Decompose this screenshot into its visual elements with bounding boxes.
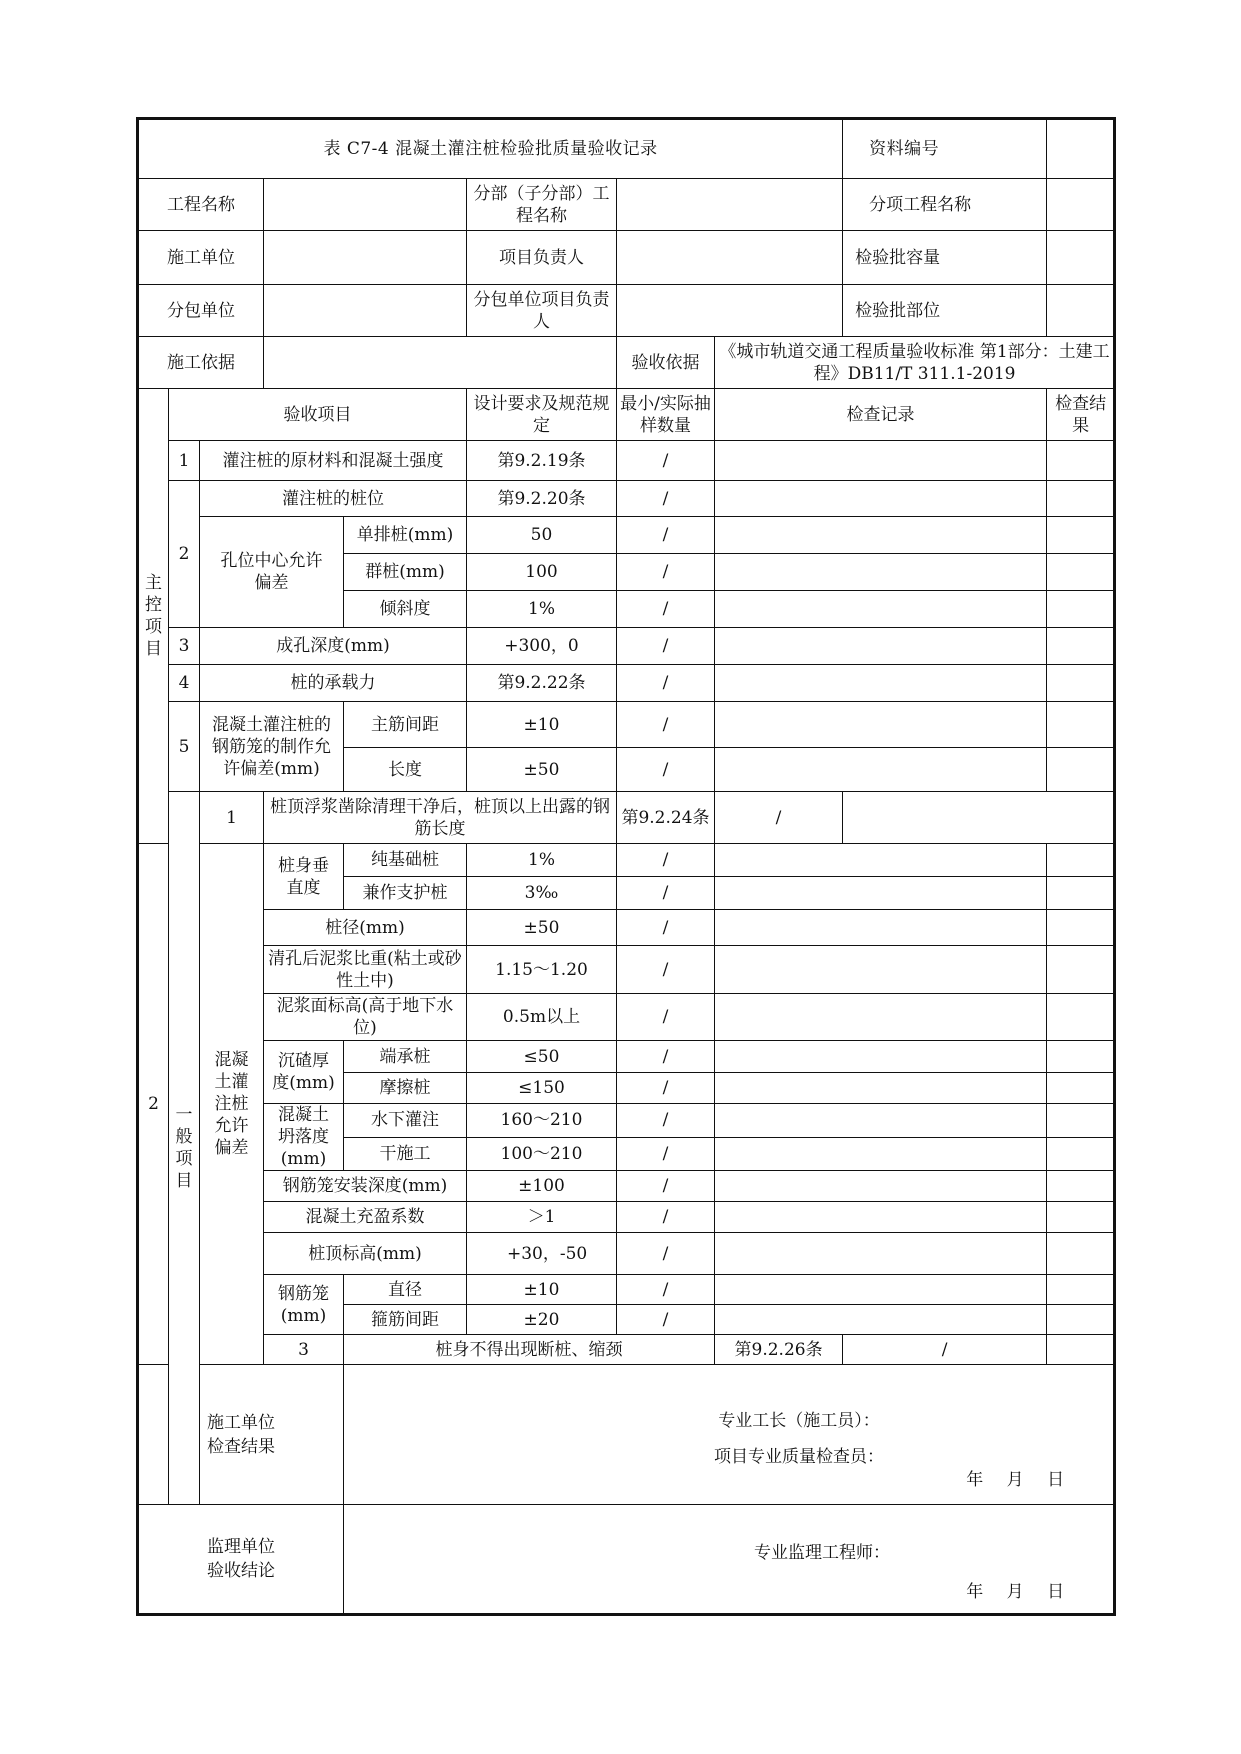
general-subitem-sample: / <box>617 1041 715 1073</box>
pile-verticality-label: 桩身垂直度 <box>264 844 344 910</box>
general-subitem-requirement: 1% <box>467 844 617 877</box>
rebar-cage-label: 钢筋笼(mm) <box>264 1275 344 1335</box>
main-item-name: 成孔深度(mm) <box>200 628 467 665</box>
main-subitem-sample: / <box>617 748 715 792</box>
general-subitem-sample: / <box>617 1233 715 1275</box>
main-subitem-result[interactable] <box>1047 517 1115 554</box>
general-subitem-sample: / <box>617 1073 715 1104</box>
general-subitem-requirement: 100～210 <box>467 1137 617 1171</box>
general-subitem-name: 钢筋笼安装深度(mm) <box>264 1171 467 1202</box>
main-item-record[interactable] <box>715 665 1047 702</box>
main-subitem-record[interactable] <box>715 591 1047 628</box>
general-subitem-result[interactable] <box>1047 1305 1115 1335</box>
general-items-label: 一般项目 <box>169 792 200 1505</box>
general-subitem-requirement: 160～210 <box>467 1104 617 1138</box>
col-item-header: 验收项目 <box>169 389 467 441</box>
general-subitem-sample: / <box>617 1137 715 1171</box>
general-subitem-name: 混凝土充盈系数 <box>264 1202 467 1233</box>
general-subitem-name: 干施工 <box>344 1137 467 1171</box>
general-subitem-record[interactable] <box>715 1137 1047 1171</box>
general-subitem-record[interactable] <box>715 1073 1047 1104</box>
subitem-name-field[interactable] <box>1047 179 1115 231</box>
general-item-record[interactable] <box>1047 1335 1115 1365</box>
general-subitem-result[interactable] <box>1047 1041 1115 1073</box>
main-item-record[interactable] <box>715 481 1047 517</box>
subitem-name-label: 分项工程名称 <box>843 179 1047 231</box>
main-subitem-requirement: ±50 <box>467 748 617 792</box>
acceptance-basis-label: 验收依据 <box>617 337 715 389</box>
cage-fabrication-deviation-label: 混凝土灌注桩的钢筋笼的制作允许偏差(mm) <box>200 702 344 792</box>
contractor-signature-lines <box>714 1403 884 1475</box>
main-item-result[interactable] <box>1047 481 1115 517</box>
construction-unit-label: 施工单位 <box>138 231 264 285</box>
general-subitem-requirement: ±20 <box>467 1305 617 1335</box>
general-subitem-sample: / <box>617 1275 715 1305</box>
main-item-no: 5 <box>169 702 200 792</box>
general-subitem-record[interactable] <box>715 1104 1047 1138</box>
main-subitem-requirement: 1% <box>467 591 617 628</box>
main-item-no: 1 <box>169 441 200 481</box>
main-item-result[interactable] <box>1047 441 1115 481</box>
general-subitem-name: 桩径(mm) <box>264 910 467 946</box>
general-subitem-sample: / <box>617 1305 715 1335</box>
general-subitem-requirement: +30，-50 <box>467 1233 617 1275</box>
col-record-header: 检查记录 <box>715 389 1047 441</box>
general-subitem-name: 桩顶标高(mm) <box>264 1233 467 1275</box>
supervising-engineer-label: 专业监理工程师： <box>754 1543 890 1563</box>
general-subitem-name: 摩擦桩 <box>344 1073 467 1104</box>
concrete-slump-label: 混凝土坍落度(mm) <box>264 1104 344 1171</box>
doc-no-field[interactable] <box>1047 119 1115 179</box>
general-subitem-requirement: ≤50 <box>467 1041 617 1073</box>
general-subitem-record[interactable] <box>715 1041 1047 1073</box>
main-subitem-name: 主筋间距 <box>344 702 467 748</box>
general-subitem-result[interactable] <box>1047 946 1115 994</box>
general-subitem-record[interactable] <box>715 946 1047 994</box>
main-item-sample: / <box>617 665 715 702</box>
main-subitem-requirement: 50 <box>467 517 617 554</box>
doc-no-label: 资料编号 <box>843 119 1047 179</box>
main-subitem-sample: / <box>617 591 715 628</box>
general-item-no: 2 <box>138 844 169 1365</box>
main-subitem-record[interactable] <box>715 554 1047 591</box>
main-item-name: 灌注桩的原材料和混凝土强度 <box>200 441 467 481</box>
qc-inspector-signature-label: 项目专业质量检查员： <box>714 1447 884 1467</box>
foreman-signature-label: 专业工长（施工员）： <box>718 1411 880 1431</box>
general-subitem-record[interactable] <box>715 877 1047 910</box>
supervisor-signature-lines <box>754 1535 890 1571</box>
construction-basis-label: 施工依据 <box>138 337 264 389</box>
main-item-no: 4 <box>169 665 200 702</box>
general-subitem-record[interactable] <box>715 1305 1047 1335</box>
general-subitem-sample: / <box>617 910 715 946</box>
main-subitem-sample: / <box>617 517 715 554</box>
acceptance-basis-value: 《城市轨道交通工程质量验收标准 第1部分：土建工程》DB11/T 311.1-2019 <box>715 337 1115 389</box>
general-subitem-record[interactable] <box>715 1171 1047 1202</box>
batch-capacity-field[interactable] <box>1047 231 1115 285</box>
main-item-requirement: 第9.2.20条 <box>467 481 617 517</box>
general-item-no: 1 <box>200 792 264 844</box>
main-subitem-result[interactable] <box>1047 591 1115 628</box>
main-subitem-name: 倾斜度 <box>344 591 467 628</box>
main-subitem-record[interactable] <box>715 702 1047 748</box>
main-subitem-sample: / <box>617 702 715 748</box>
main-item-result[interactable] <box>1047 665 1115 702</box>
subdivision-name-field[interactable] <box>617 179 843 231</box>
general-subitem-result[interactable] <box>1047 1275 1115 1305</box>
general-subitem-requirement: 0.5m以上 <box>467 994 617 1041</box>
sub-project-lead-field[interactable] <box>617 285 843 337</box>
main-item-sample: / <box>617 481 715 517</box>
main-item-name: 桩的承载力 <box>200 665 467 702</box>
general-subitem-name: 水下灌注 <box>344 1104 467 1138</box>
subcontractor-label: 分包单位 <box>138 285 264 337</box>
contractor-check-text: 施工单位检查结果 <box>207 1412 275 1457</box>
general-subitem-result[interactable] <box>1047 1137 1115 1171</box>
general-subitem-record[interactable] <box>715 910 1047 946</box>
project-name-field[interactable] <box>264 179 467 231</box>
col-design-header: 设计要求及规范规定 <box>467 389 617 441</box>
supervisor-conclusion-text: 监理单位验收结论 <box>207 1537 275 1581</box>
main-item-record[interactable] <box>715 441 1047 481</box>
main-item-sample: / <box>617 441 715 481</box>
general-subitem-result[interactable] <box>1047 1233 1115 1275</box>
general-subitem-requirement: ±10 <box>467 1275 617 1305</box>
supervisor-conclusion-label <box>138 1505 344 1615</box>
main-item-record[interactable] <box>715 628 1047 665</box>
sediment-thickness-label: 沉碴厚度(mm) <box>264 1041 344 1104</box>
general-subitem-name: 箍筋间距 <box>344 1305 467 1335</box>
contractor-signature-area[interactable] <box>344 1365 1115 1505</box>
sub-project-lead-label: 分包单位项目负责人 <box>467 285 617 337</box>
general-subitem-result[interactable] <box>1047 877 1115 910</box>
construction-unit-field[interactable] <box>264 231 467 285</box>
general-subitem-sample: / <box>617 994 715 1041</box>
batch-capacity-label: 检验批容量 <box>843 231 1047 285</box>
general-subitem-result[interactable] <box>1047 1171 1115 1202</box>
main-subitem-result[interactable] <box>1047 554 1115 591</box>
subdivision-name-label: 分部（子分部）工程名称 <box>467 179 617 231</box>
supervisor-signature-area[interactable] <box>344 1505 1115 1615</box>
general-subitem-sample: / <box>617 877 715 910</box>
general-subitem-record[interactable] <box>715 1202 1047 1233</box>
batch-location-label: 检验批部位 <box>843 285 1047 337</box>
col-sample-header: 最小/实际抽样数量 <box>617 389 715 441</box>
main-subitem-name: 长度 <box>344 748 467 792</box>
general-item-requirement: 第9.2.24条 <box>617 792 715 844</box>
general-subitem-requirement: ＞1 <box>467 1202 617 1233</box>
main-subitem-record[interactable] <box>715 517 1047 554</box>
pile-deviation-label: 混凝土灌注桩允许偏差 <box>200 844 264 1365</box>
main-subitem-name: 群桩(mm) <box>344 554 467 591</box>
general-subitem-name: 纯基础桩 <box>344 844 467 877</box>
main-control-label: 主控项目 <box>138 389 169 844</box>
main-item-sample: / <box>617 628 715 665</box>
general-subitem-requirement: 3‰ <box>467 877 617 910</box>
general-subitem-requirement: ±50 <box>467 910 617 946</box>
general-item-name: 桩身不得出现断桩、缩颈 <box>344 1335 715 1365</box>
general-subitem-sample: / <box>617 1171 715 1202</box>
general-item-record[interactable] <box>843 792 1115 844</box>
general-subitem-requirement: ≤150 <box>467 1073 617 1104</box>
main-subitem-requirement: ±10 <box>467 702 617 748</box>
general-subitem-requirement: 1.15～1.20 <box>467 946 617 994</box>
main-item-requirement: +300，0 <box>467 628 617 665</box>
general-subitem-requirement: ±100 <box>467 1171 617 1202</box>
general-subitem-result[interactable] <box>1047 1073 1115 1104</box>
general-item-requirement: 第9.2.26条 <box>715 1335 843 1365</box>
general-subitem-sample: / <box>617 946 715 994</box>
form-title: 表 C7-4 混凝土灌注桩检验批质量验收记录 <box>138 119 843 179</box>
main-subitem-result[interactable] <box>1047 702 1115 748</box>
general-subitem-sample: / <box>617 844 715 877</box>
batch-location-field[interactable] <box>1047 285 1115 337</box>
general-subitem-name: 直径 <box>344 1275 467 1305</box>
general-subitem-record[interactable] <box>715 994 1047 1041</box>
project-name-label: 工程名称 <box>138 179 264 231</box>
main-subitem-requirement: 100 <box>467 554 617 591</box>
general-subitem-record[interactable] <box>715 1275 1047 1305</box>
main-subitem-sample: / <box>617 554 715 591</box>
general-item-sample: / <box>843 1335 1047 1365</box>
general-item-sample: / <box>715 792 843 844</box>
main-subitem-record[interactable] <box>715 748 1047 792</box>
project-lead-label: 项目负责人 <box>467 231 617 285</box>
main-item-no: 2 <box>169 481 200 628</box>
contractor-check-label <box>138 1365 344 1505</box>
project-lead-field[interactable] <box>617 231 843 285</box>
main-subitem-result[interactable] <box>1047 748 1115 792</box>
general-subitem-result[interactable] <box>1047 1202 1115 1233</box>
general-subitem-result[interactable] <box>1047 910 1115 946</box>
construction-basis-field[interactable] <box>264 337 617 389</box>
general-subitem-result[interactable] <box>1047 844 1115 877</box>
main-item-result[interactable] <box>1047 628 1115 665</box>
main-item-no: 3 <box>169 628 200 665</box>
general-item-no: 3 <box>264 1335 344 1365</box>
contractor-date: 年 月 日 <box>966 1470 1065 1490</box>
general-subitem-sample: / <box>617 1104 715 1138</box>
general-subitem-result[interactable] <box>1047 1104 1115 1138</box>
general-subitem-record[interactable] <box>715 1233 1047 1275</box>
main-subitem-name: 单排桩(mm) <box>344 517 467 554</box>
general-subitem-sample: / <box>617 1202 715 1233</box>
hole-center-deviation-label: 孔位中心允许偏差 <box>200 517 344 628</box>
general-subitem-name: 兼作支护桩 <box>344 877 467 910</box>
col-result-header: 检查结果 <box>1047 389 1115 441</box>
main-item-requirement: 第9.2.19条 <box>467 441 617 481</box>
main-item-name: 灌注桩的桩位 <box>200 481 467 517</box>
main-item-requirement: 第9.2.22条 <box>467 665 617 702</box>
supervisor-date: 年 月 日 <box>966 1582 1065 1602</box>
general-subitem-result[interactable] <box>1047 994 1115 1041</box>
subcontractor-field[interactable] <box>264 285 467 337</box>
general-item-name: 桩顶浮浆凿除清理干净后，桩顶以上出露的钢筋长度 <box>264 792 617 844</box>
general-subitem-record[interactable] <box>715 844 1047 877</box>
general-subitem-name: 清孔后泥浆比重(粘土或砂性土中) <box>264 946 467 994</box>
general-subitem-name: 端承桩 <box>344 1041 467 1073</box>
inspection-record-table <box>136 117 1116 1616</box>
general-subitem-name: 泥浆面标高(高于地下水位) <box>264 994 467 1041</box>
